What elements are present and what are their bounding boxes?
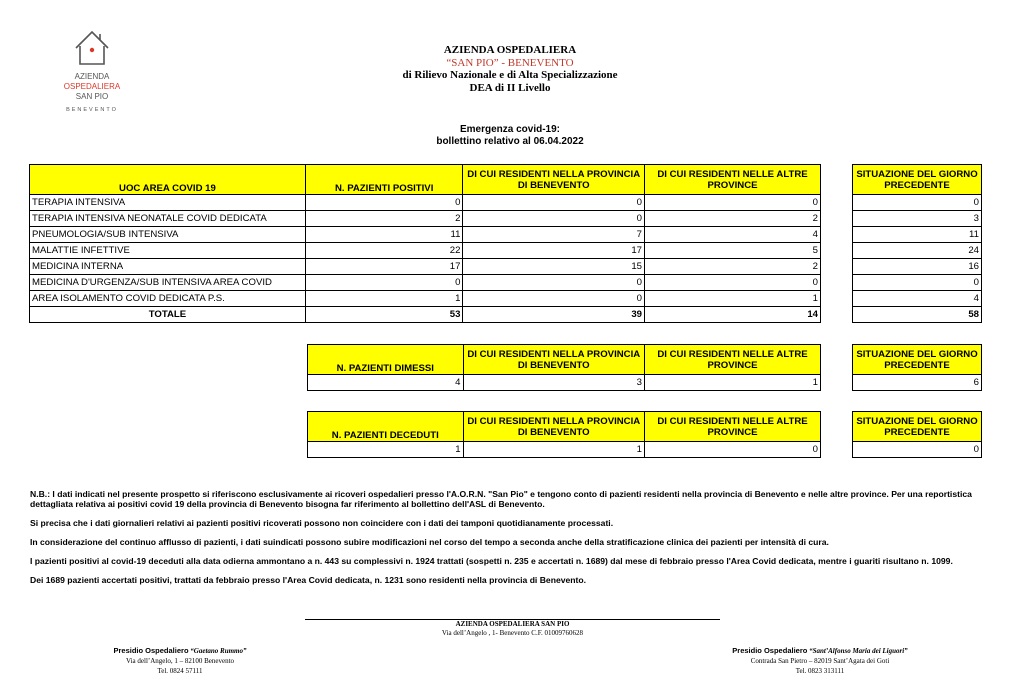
table-row xyxy=(645,227,821,243)
cell-positivi: 0 xyxy=(305,195,463,211)
footer-center-title: AZIENDA OSPEDALIERA SAN PIO xyxy=(455,620,570,628)
cell-prec: 16 xyxy=(853,259,982,275)
col-header-residenti-bn: DI CUI RESIDENTI NELLA PROVINCIA DI BENEVENTO xyxy=(463,345,644,375)
footer-right-title: Presidio Ospedaliero xyxy=(732,646,808,655)
table-row xyxy=(30,275,645,291)
cell-prec: 3 xyxy=(853,211,982,227)
table-row xyxy=(853,275,982,291)
col-header-residenti-bn: DI CUI RESIDENTI NELLA PROVINCIA DI BENEVENTO xyxy=(463,165,645,195)
col-header-giorno-precedente: SITUAZIONE DEL GIORNO PRECEDENTE xyxy=(853,345,982,375)
bulletin-title xyxy=(300,124,720,148)
row-label: AREA ISOLAMENTO COVID DEDICATA P.S. xyxy=(30,291,306,307)
cell-altre: 0 xyxy=(645,442,821,458)
cell-positivi: 11 xyxy=(305,227,463,243)
cell-residenti-bn: 0 xyxy=(463,275,645,291)
note-paragraph: I pazienti positivi al covid-19 deceduti alla data odierna ammontano a n. 443 su complessivi n. 1924 trattati (sospetti n. 235 e accertati n. 1689) dal mese di febbraio presso l'Area Covid dedicata, mentre i guariti risultano n. 1099. xyxy=(30,556,953,566)
col-header-altre-province: DI CUI RESIDENTI NELLE ALTRE PROVINCE xyxy=(645,412,821,442)
header-dea: DEA di II Livello xyxy=(469,81,551,94)
note-paragraph: Dei 1689 pazienti accertati positivi, trattati da febbraio presso l'Area Covid dedicata, n. 1231 sono residenti nella provincia di Benevento. xyxy=(30,575,587,585)
cell-prec: 4 xyxy=(853,291,982,307)
total-row xyxy=(30,307,645,323)
table-header-row xyxy=(308,345,645,375)
total-label: TOTALE xyxy=(30,307,306,323)
cell-altre: 0 xyxy=(645,275,821,291)
positive-patients-table xyxy=(29,164,645,323)
cell-positivi: 17 xyxy=(305,259,463,275)
note-paragraph: Si precisa che i dati giornalieri relativi ai pazienti positivi ricoverati possono non coincidere con i dati dei tamponi quotidianamente processati. xyxy=(30,518,614,528)
table-row xyxy=(30,259,645,275)
table-row xyxy=(853,227,982,243)
note-paragraph: In considerazione del continuo afflusso di pazienti, i dati suindicati possono subire modificazioni nel corso del tempo a seconda anche della stratificazione clinica dei pazienti per intensità di cura. xyxy=(30,537,829,547)
table-row xyxy=(853,442,982,458)
notes-section xyxy=(30,489,990,594)
deceased-prev-table xyxy=(852,411,982,458)
cell-residenti-bn: 3 xyxy=(463,375,644,391)
col-header-giorno-precedente: SITUAZIONE DEL GIORNO PRECEDENTE xyxy=(853,412,982,442)
positive-altre-province-table xyxy=(644,164,821,323)
table-row xyxy=(30,243,645,259)
cell-dimessi: 4 xyxy=(308,375,464,391)
table-row xyxy=(308,442,645,458)
table-row xyxy=(853,375,982,391)
hospital-logo xyxy=(50,20,134,116)
table-row xyxy=(853,259,982,275)
table-header-row xyxy=(30,165,645,195)
col-header-positivi: N. PAZIENTI POSITIVI xyxy=(305,165,463,195)
bulletin-title-line2: bollettino relativo al 06.04.2022 xyxy=(436,136,584,147)
footer-right-name: “Sant’Alfonso Maria dei Liguori” xyxy=(809,647,908,655)
table-row xyxy=(30,227,645,243)
cell-altre: 4 xyxy=(645,227,821,243)
cell-prec: 0 xyxy=(853,195,982,211)
footer-right xyxy=(690,646,950,676)
cell-residenti-bn: 7 xyxy=(463,227,645,243)
col-header-altre-province: DI CUI RESIDENTI NELLE ALTRE PROVINCE xyxy=(645,165,821,195)
table-row xyxy=(853,211,982,227)
col-header-dimessi: N. PAZIENTI DIMESSI xyxy=(308,345,464,375)
table-row xyxy=(853,195,982,211)
footer-right-tel: Tel. 0823 313111 xyxy=(795,667,845,675)
row-label: PNEUMOLOGIA/SUB INTENSIVA xyxy=(30,227,306,243)
logo-line-2: OSPEDALIERA xyxy=(63,82,121,91)
footer-right-address: Contrada San Pietro – 82019 Sant’Agata dei Goti xyxy=(750,657,890,665)
table-row xyxy=(308,375,645,391)
cell-altre: 1 xyxy=(645,375,821,391)
total-positivi: 53 xyxy=(305,307,463,323)
footer-center xyxy=(305,620,720,638)
logo-line-4: BENEVENTO xyxy=(66,107,118,113)
footer-left xyxy=(60,646,300,676)
footer-left-title: Presidio Ospedaliero xyxy=(113,646,189,655)
total-row xyxy=(645,307,821,323)
header-hospital: “SAN PIO” - BENEVENTO xyxy=(446,56,574,69)
house-logo-icon xyxy=(50,20,134,68)
cell-residenti-bn: 1 xyxy=(463,442,644,458)
cell-altre: 0 xyxy=(645,195,821,211)
header-qualification: di Rilievo Nazionale e di Alta Specializzazione xyxy=(402,69,618,81)
logo-line-3: SAN PIO xyxy=(75,92,109,101)
discharged-table xyxy=(307,344,645,391)
col-header-uoc: UOC AREA COVID 19 xyxy=(30,165,306,195)
table-row xyxy=(853,243,982,259)
table-header-row xyxy=(308,412,645,442)
col-header-giorno-precedente: SITUAZIONE DEL GIORNO PRECEDENTE xyxy=(853,165,982,195)
table-header-row xyxy=(645,165,821,195)
cell-residenti-bn: 15 xyxy=(463,259,645,275)
deceased-altre-table xyxy=(644,411,821,458)
row-label: TERAPIA INTENSIVA NEONATALE COVID DEDICATA xyxy=(30,211,306,227)
footer-left-address: Via dell’Angelo, 1 – 82100 Benevento xyxy=(125,657,235,665)
cell-residenti-bn: 17 xyxy=(463,243,645,259)
footer-center-address: Via dell’Angelo , 1- Benevento C.F. 01009760628 xyxy=(441,629,584,637)
table-row xyxy=(645,275,821,291)
row-label: MALATTIE INFETTIVE xyxy=(30,243,306,259)
cell-positivi: 22 xyxy=(305,243,463,259)
header-org: AZIENDA OSPEDALIERA xyxy=(443,44,577,56)
cell-prec: 0 xyxy=(853,275,982,291)
table-row xyxy=(645,259,821,275)
total-prec: 58 xyxy=(853,307,982,323)
document-header xyxy=(300,44,720,94)
cell-altre: 1 xyxy=(645,291,821,307)
total-row xyxy=(853,307,982,323)
logo-line-1: AZIENDA xyxy=(74,72,110,81)
table-header-row xyxy=(645,345,821,375)
cell-altre: 2 xyxy=(645,211,821,227)
discharged-altre-table xyxy=(644,344,821,391)
table-header-row xyxy=(645,412,821,442)
row-label: MEDICINA D'URGENZA/SUB INTENSIVA AREA COVID xyxy=(30,275,306,291)
col-header-residenti-bn: DI CUI RESIDENTI NELLA PROVINCIA DI BENEVENTO xyxy=(463,412,644,442)
table-header-row xyxy=(853,165,982,195)
discharged-prev-table xyxy=(852,344,982,391)
footer-left-name: “Gaetano Rummo” xyxy=(190,647,247,655)
cell-deceduti: 1 xyxy=(308,442,464,458)
footer-left-tel: Tel. 0824 57111 xyxy=(157,667,203,675)
cell-altre: 5 xyxy=(645,243,821,259)
positive-prev-day-table xyxy=(852,164,982,323)
table-row xyxy=(30,291,645,307)
table-row xyxy=(645,291,821,307)
cell-residenti-bn: 0 xyxy=(463,195,645,211)
cell-positivi: 1 xyxy=(305,291,463,307)
cell-residenti-bn: 0 xyxy=(463,291,645,307)
cell-prec: 24 xyxy=(853,243,982,259)
table-row xyxy=(30,195,645,211)
cell-prec: 6 xyxy=(853,375,982,391)
cell-positivi: 0 xyxy=(305,275,463,291)
table-row xyxy=(30,211,645,227)
cell-positivi: 2 xyxy=(305,211,463,227)
col-header-altre-province: DI CUI RESIDENTI NELLE ALTRE PROVINCE xyxy=(645,345,821,375)
table-row xyxy=(645,442,821,458)
row-label: TERAPIA INTENSIVA xyxy=(30,195,306,211)
table-header-row xyxy=(853,412,982,442)
bulletin-title-line1: Emergenza covid-19: xyxy=(459,124,561,135)
table-header-row xyxy=(853,345,982,375)
table-row xyxy=(645,211,821,227)
table-row xyxy=(645,243,821,259)
deceased-table xyxy=(307,411,645,458)
cell-altre: 2 xyxy=(645,259,821,275)
total-residenti-bn: 39 xyxy=(463,307,645,323)
cell-prec: 11 xyxy=(853,227,982,243)
cell-residenti-bn: 0 xyxy=(463,211,645,227)
row-label: MEDICINA INTERNA xyxy=(30,259,306,275)
total-altre: 14 xyxy=(645,307,821,323)
cell-prec: 0 xyxy=(853,442,982,458)
col-header-deceduti: N. PAZIENTI DECEDUTI xyxy=(308,412,464,442)
note-paragraph: N.B.: I dati indicati nel presente prospetto si riferiscono esclusivamente ai ricoveri ospedalieri presso l'A.O.R.N. "San Pio" e tengono conto di pazienti residenti nella provincia di Benevento e nelle altre province. Per una reportistica dettagliata relativa ai positivi covid 19 della provincia di Benevento bisogna far riferimento al bollettino dell'ASL di Benevento. xyxy=(30,489,972,509)
table-row xyxy=(853,291,982,307)
table-row xyxy=(645,375,821,391)
table-row xyxy=(645,195,821,211)
